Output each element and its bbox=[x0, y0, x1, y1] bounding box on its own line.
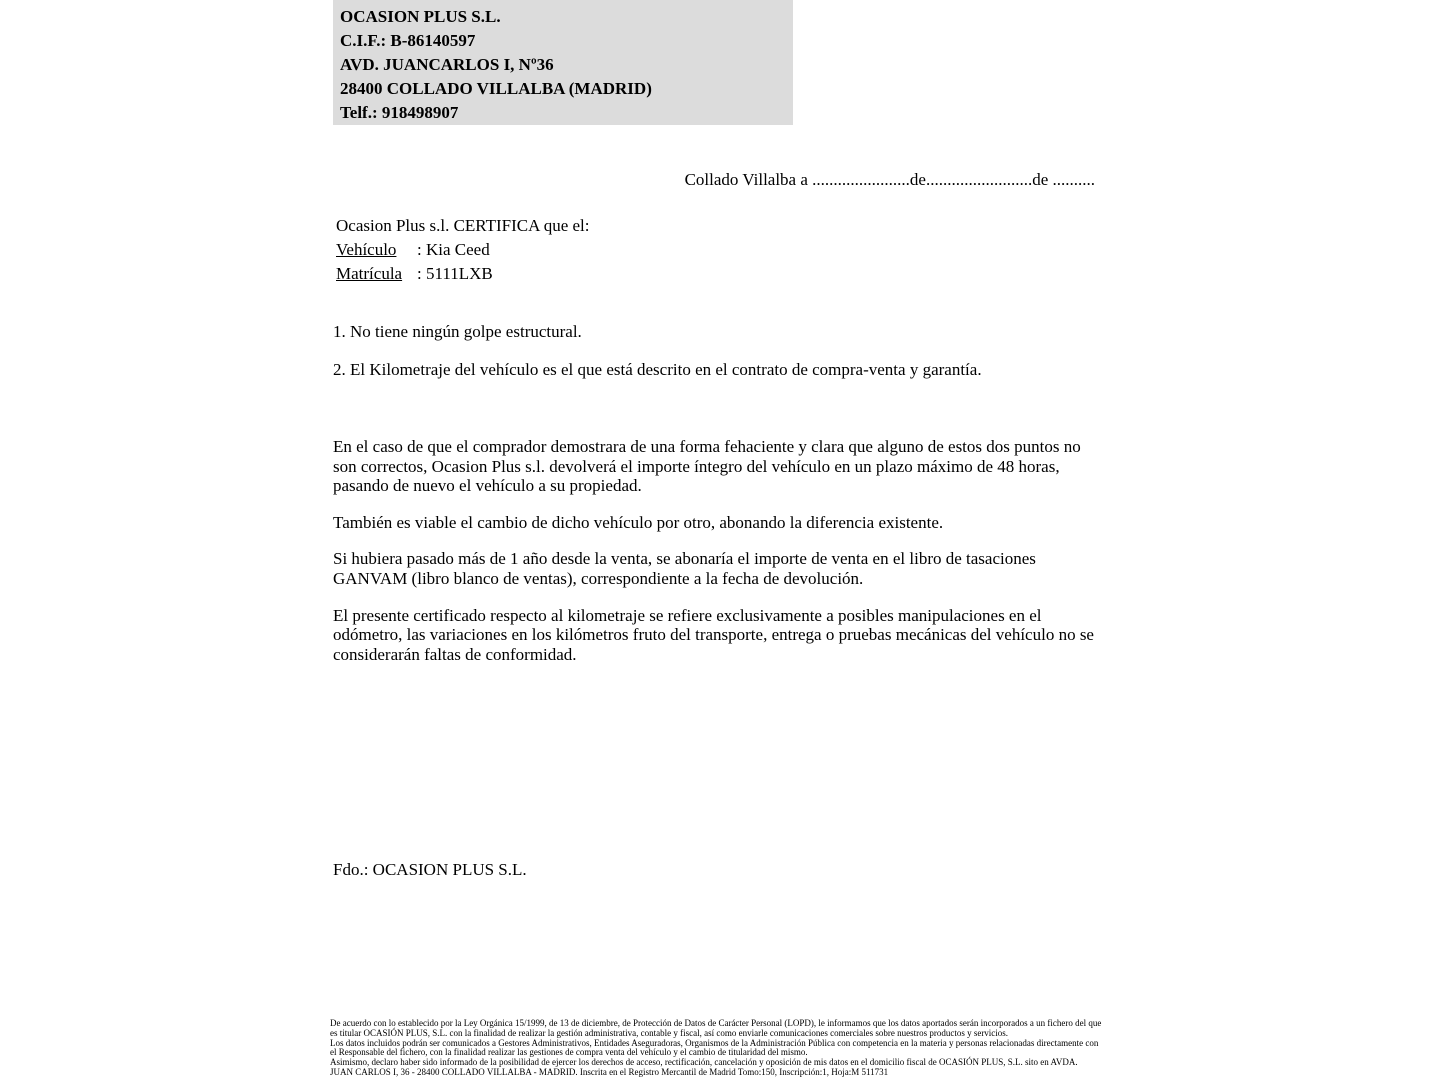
paragraph-odometer: El presente certificado respecto al kilometraje se refiere exclusivamente a posibles manipulaciones en el odómetro, las variaciones en los kilómetros fruto del transporte, entrega o pruebas mecánicas del vehículo no se considerarán faltas de conformidad. bbox=[333, 605, 1094, 664]
company-name: OCASION PLUS S.L. bbox=[340, 7, 501, 26]
paragraph-ganvam: Si hubiera pasado más de 1 año desde la venta, se abonaría el importe de venta en el libro de tasaciones GANVAM (libro blanco de ventas), correspondiente a la fecha de devolución. bbox=[333, 549, 1036, 588]
plate-label: Matrícula bbox=[336, 264, 403, 283]
plate-row bbox=[336, 262, 590, 286]
legal-paragraph-data-sharing: Los datos incluidos podrán ser comunicados a Gestores Administrativos, Entidades Aseguradoras, Organismos de la Administración Pública con competencia en la materia y personas relacionadas directamente con el Responsable del fichero, con la finalidad realizar las gestiones de compra venta del vehículo y el cambio de titularidad del mismo. bbox=[330, 1037, 1099, 1058]
vehicle-row bbox=[336, 238, 590, 262]
certification-block bbox=[336, 214, 590, 286]
company-header-box bbox=[333, 0, 793, 125]
legal-footer bbox=[330, 1019, 1102, 1078]
paragraph-refund: En el caso de que el comprador demostrara de una forma fehaciente y clara que alguno de estos dos puntos no son correctos, Ocasion Plus s.l. devolverá el importe íntegro del vehículo en un plazo máximo de 48 horas, pasando de nuevo el vehículo a su propiedad. bbox=[333, 437, 1081, 496]
legal-paragraph-rights: Asimismo, declaro haber sido informado de la posibilidad de ejercer los derechos de acceso, rectificación, cancelación y oposición de mis datos en el domicilio fiscal de OCASIÓN PLUS, S.L. sito en AVDA. JUAN CARLOS I, 36 - 28400 COLLADO VILLALBA - MADRID. Inscrita en el Registro Mercantil de Madrid Tomo:150, Inscripción:1, Hoja:M 511731 bbox=[330, 1057, 1078, 1077]
body-paragraphs bbox=[333, 437, 1100, 681]
company-city: 28400 COLLADO VILLALBA (MADRID) bbox=[340, 79, 652, 98]
vehicle-label: Vehículo bbox=[336, 240, 397, 259]
certified-points bbox=[333, 322, 1100, 397]
signature-line: Fdo.: OCASION PLUS S.L. bbox=[333, 860, 527, 879]
plate-value: : 5111LXB bbox=[417, 264, 493, 283]
vehicle-value: : Kia Ceed bbox=[417, 240, 490, 259]
certifica-intro: Ocasion Plus s.l. CERTIFICA que el: bbox=[336, 216, 590, 235]
company-phone: Telf.: 918498907 bbox=[340, 103, 459, 122]
point-2: 2. El Kilometraje del vehículo es el que está descrito en el contrato de compra-venta y garantía. bbox=[333, 359, 982, 379]
date-line: Collado Villalba a .......................de.........................de .......... bbox=[684, 170, 1095, 189]
legal-paragraph-lopd: De acuerdo con lo establecido por la Ley Orgánica 15/1999, de 13 de diciembre, de Protección de Datos de Carácter Personal (LOPD), le informamos que los datos aportados serán incorporados a un fichero del que es titular OCASIÓN PLUS, S.L. con la finalidad de realizar la gestión administrativa, contable y fiscal, así como enviarle comunicaciones comerciales sobre nuestros productos y servicios. bbox=[330, 1018, 1102, 1038]
point-1: 1. No tiene ningún golpe estructural. bbox=[333, 322, 582, 341]
paragraph-exchange: También es viable el cambio de dicho vehículo por otro, abonando la diferencia existente. bbox=[333, 512, 944, 532]
company-address: AVD. JUANCARLOS I, Nº36 bbox=[340, 55, 554, 74]
company-cif: C.I.F.: B-86140597 bbox=[340, 31, 476, 50]
